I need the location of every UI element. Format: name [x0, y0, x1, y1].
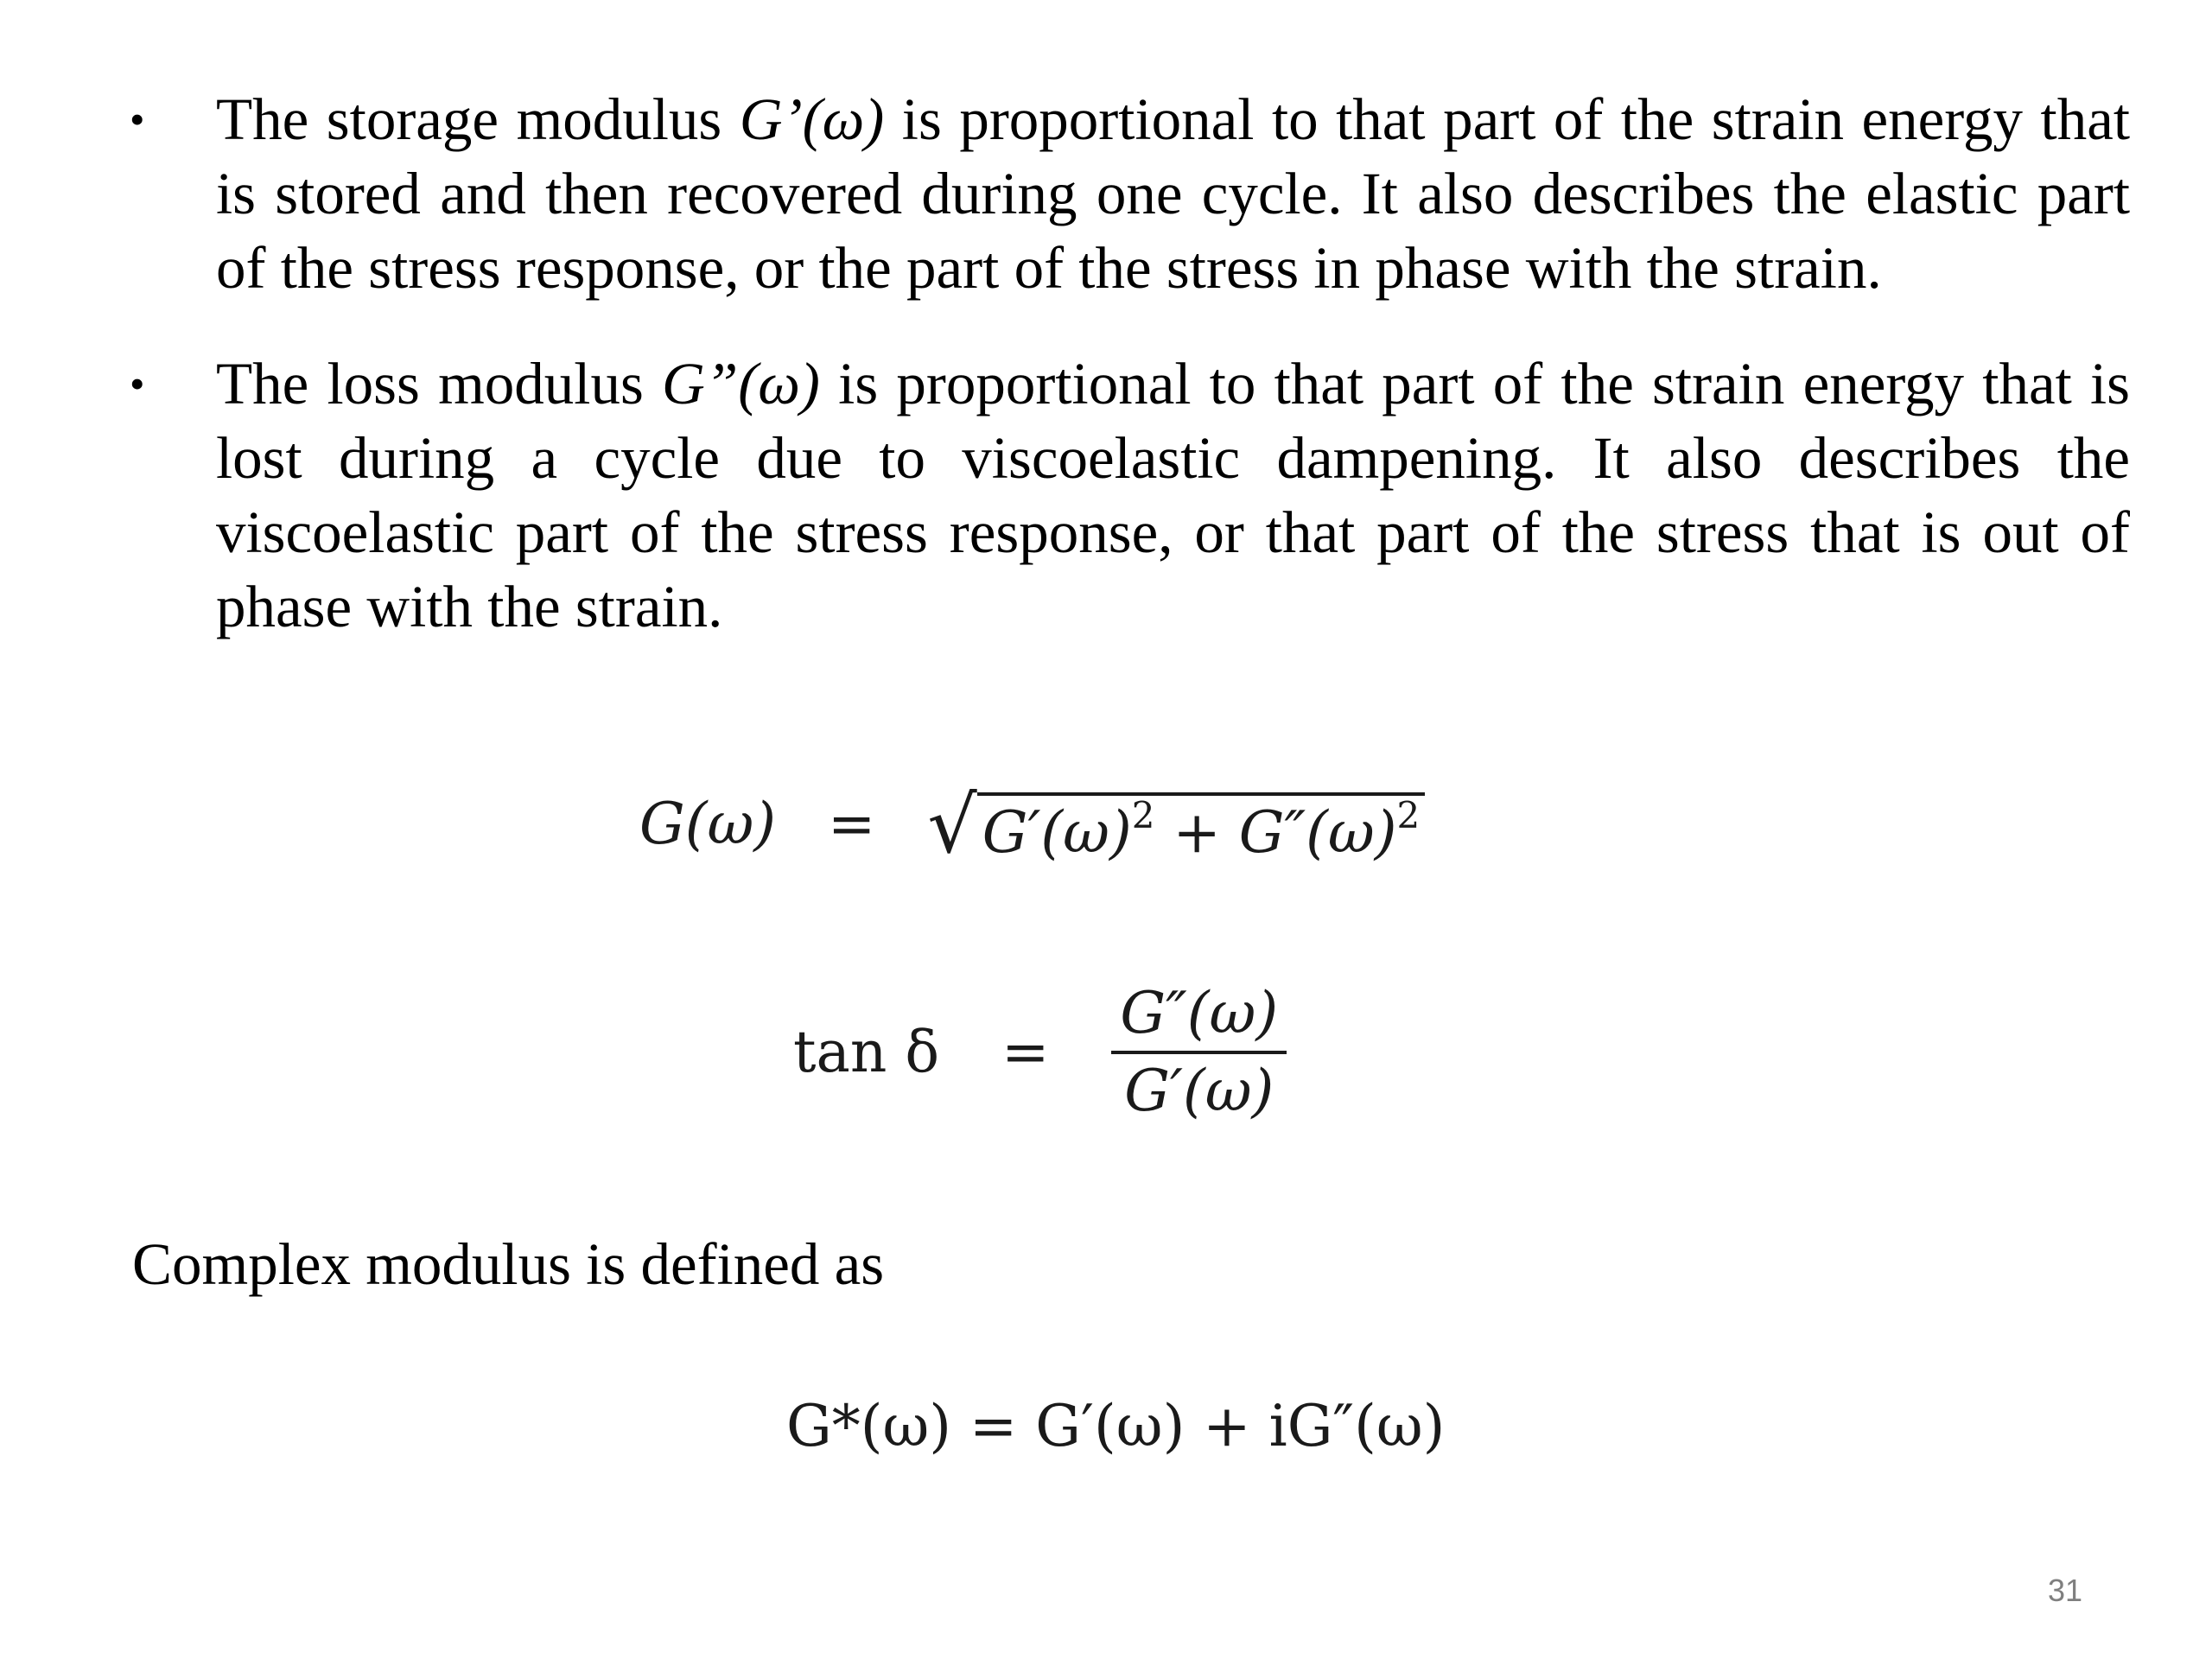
bullet-marker: •: [130, 95, 145, 143]
bullet-text-after: is proportional to that part of the strain energy that is stored and then recovered during one cycle. It also describes the elastic part of the stress response, or the part of the stress in phase with the strain.: [216, 86, 2130, 301]
fraction-numerator: G″(ω): [1111, 985, 1287, 1054]
bullet-text: [216, 82, 2130, 305]
square-root: [927, 780, 1425, 871]
sqrt-sign: √: [927, 780, 977, 871]
equation-lhs: G(ω): [639, 791, 777, 857]
equation-complex-modulus: G*(ω) = G′(ω) + iG″(ω): [786, 1393, 1446, 1459]
exponent: 2: [1131, 794, 1155, 836]
equals-sign: =: [1001, 1019, 1050, 1085]
page-number: 31: [2048, 1573, 2083, 1608]
storage-modulus-symbol: G’(ω): [739, 86, 885, 152]
fraction-denominator: G′(ω): [1124, 1058, 1274, 1124]
bullet-list: [130, 82, 2130, 685]
bullet-loss-modulus: [130, 346, 2130, 644]
bullet-text-before: The loss modulus: [216, 351, 663, 416]
exponent: 2: [1396, 794, 1421, 836]
loss-modulus-symbol: G”(ω): [662, 351, 820, 416]
plus-sign: +: [1154, 799, 1239, 866]
term-loss: G″(ω): [1238, 799, 1397, 866]
equation-lhs: tan δ: [793, 1019, 940, 1085]
fraction: [1111, 980, 1287, 1124]
equals-sign: =: [828, 791, 876, 857]
bullet-marker: •: [130, 359, 145, 408]
complex-modulus-label: Complex modulus is defined as: [132, 1231, 885, 1297]
bullet-text-after: is proportional to that part of the strain energy that is lost during a cycle due to viscoelastic dampening. It also describes the viscoelastic part of the stress response, or that part of the stress that is out of phase with the strain.: [216, 351, 2130, 639]
sqrt-body: [977, 792, 1425, 866]
bullet-text: [216, 346, 2130, 644]
bullet-text-before: The storage modulus: [216, 86, 740, 152]
equation-magnitude: [639, 780, 1425, 871]
bullet-storage-modulus: [130, 82, 2130, 305]
term-storage: G′(ω): [982, 799, 1132, 866]
equation-tan-delta: [793, 980, 1287, 1124]
